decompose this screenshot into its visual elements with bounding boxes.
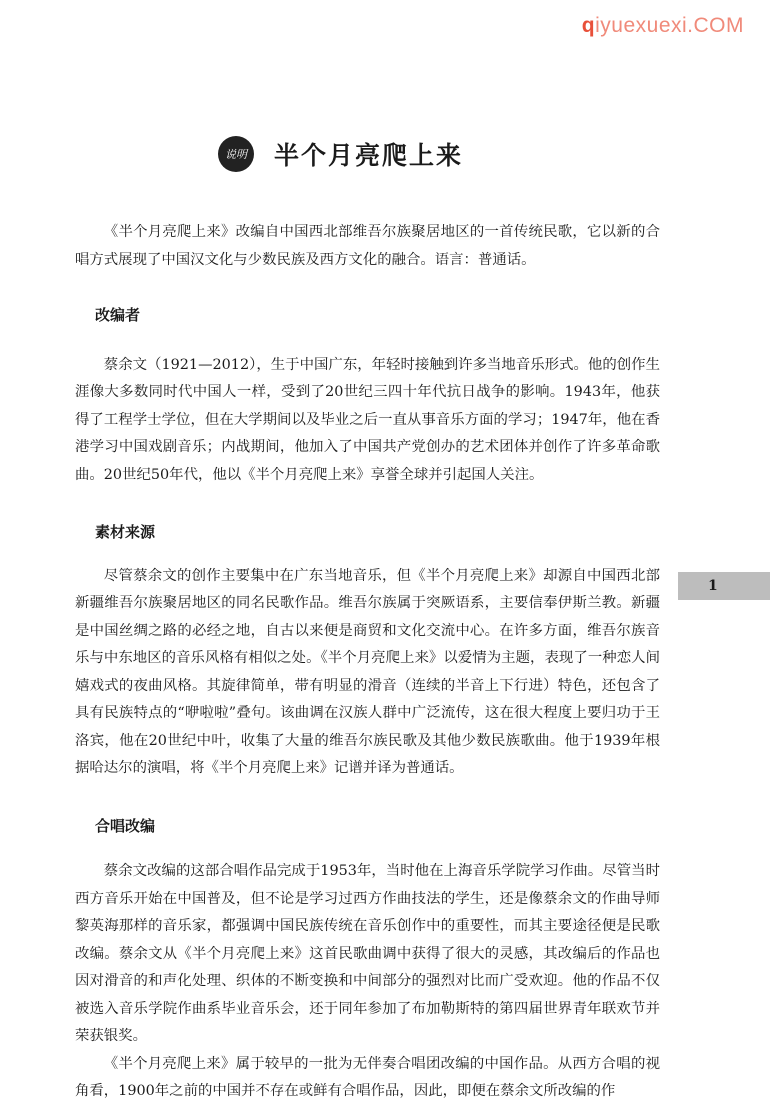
choral-paragraph-2: 《半个月亮爬上来》属于较早的一批为无伴奏合唱团改编的中国作品。从西方合唱的视角看，1900年之前的中国并不存在或鲜有合唱作品，因此，即便在蔡余文所改编的作 bbox=[75, 1055, 660, 1099]
section-heading-adapter: 改编者 bbox=[95, 306, 141, 324]
adapter-paragraph: 蔡余文（1921—2012），生于中国广东，年轻时接触到许多当地音乐形式。他的创作生涯像大多数同时代中国人一样，受到了20世纪三四十年代抗日战争的影响。1943年，他获得了工程学士学位，但在大学期间以及毕业之后一直从事音乐方面的学习；1947年，他在香港学习中国戏剧音乐；内战期间，他加入了中国共产党创办的艺术团体并创作了许多革命歌曲。20世纪50年代，他以《半个月亮爬上来》享誉全球并引起国人关注。 bbox=[75, 356, 660, 483]
choral-paragraph-1: 蔡余文改编的这部合唱作品完成于1953年，当时他在上海音乐学院学习作曲。尽管当时西方音乐开始在中国普及，但不论是学习过西方作曲技法的学生，还是像蔡余文的作曲导师黎英海那样的音乐家，都强调中国民族传统在音乐创作中的重要性，而其主要途径便是民歌改编。蔡余文从《半个月亮爬上来》这首民歌曲调中获得了很大的灵感，其改编后的作品也因对滑音的和声化处理、织体的不断变换和中间部分的强烈对比而广受欢迎。他的作品不仅被选入音乐学院作曲系毕业音乐会，还于同年参加了布加勒斯特的第四届世界青年联欢节并荣获银奖。 bbox=[75, 863, 660, 1044]
section-heading-source: 素材来源 bbox=[95, 523, 156, 541]
source-paragraph: 尽管蔡余文的创作主要集中在广东当地音乐，但《半个月亮爬上来》却源自中国西北部新疆维吾尔族聚居地区的同名民歌作品。维吾尔族属于突厥语系，主要信奉伊斯兰教。新疆是中国丝绸之路的必经之地，自古以来便是商贸和文化交流中心。在许多方面，维吾尔族音乐与中东地区的音乐风格有相似之处。《半个月亮爬上来》以爱情为主题，表现了一种恋人间嬉戏式的夜曲风格。其旋律简单，带有明显的滑音（连续的半音上下行进）特色，还包含了具有民族特点的“咿啦啦”叠句。该曲调在汉族人群中广泛流传，这在很大程度上要归功于王洛宾，他在20世纪中叶，收集了大量的维吾尔族民歌及其他少数民族歌曲。他于1939年根据哈达尔的演唱，将《半个月亮爬上来》记谱并译为普通话。 bbox=[75, 567, 660, 776]
section-heading-choral: 合唱改编 bbox=[95, 816, 156, 835]
title-row bbox=[218, 136, 463, 172]
page-tab: 1 bbox=[678, 572, 770, 600]
intro-paragraph: 《半个月亮爬上来》改编自中国西北部维吾尔族聚居地区的一首传统民歌，它以新的合唱方式展现了中国汉文化与少数民族及西方文化的融合。语言：普通话。 bbox=[75, 224, 660, 268]
article-body bbox=[75, 219, 660, 1106]
page-title: 半个月亮爬上来 bbox=[274, 141, 464, 170]
watermark: qiyuexuexi.COM bbox=[581, 14, 744, 37]
badge-icon: 说明 bbox=[218, 136, 254, 172]
